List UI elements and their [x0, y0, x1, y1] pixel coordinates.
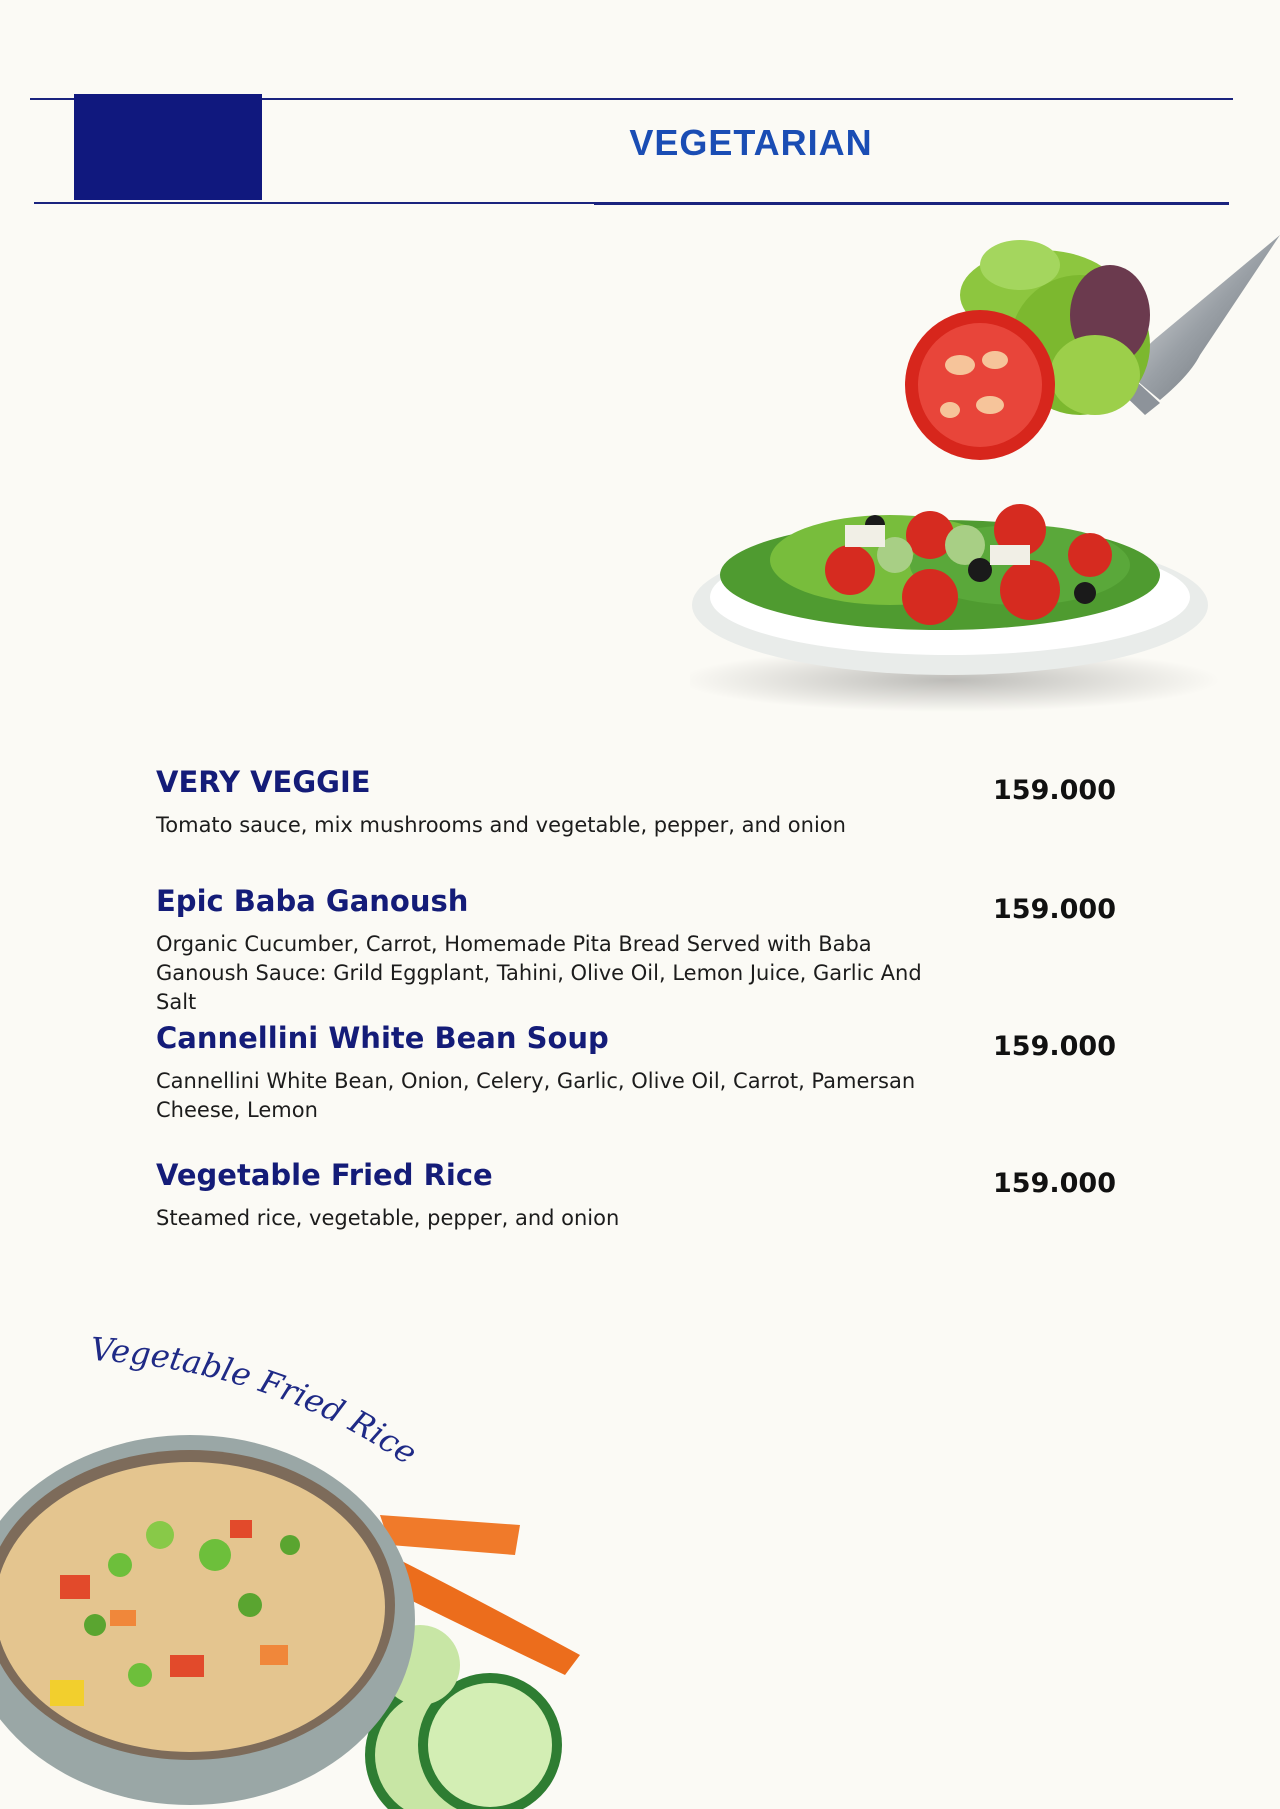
- menu-item: [156, 1021, 1116, 1125]
- item-price: 159.000: [993, 894, 1116, 925]
- item-price: 159.000: [993, 1031, 1116, 1062]
- fried-rice-bowl-image: [0, 1425, 600, 1809]
- curved-caption-text: Vegetable Fried Rice: [89, 1330, 425, 1473]
- item-description: Organic Cucumber, Carrot, Homemade Pita Bread Served with Baba Ganoush Sauce: Grild Eggplant, Tahini, Olive Oil, Lemon Juice, Garlic And Salt: [156, 932, 922, 1014]
- item-name: VERY VEGGIE: [156, 765, 371, 799]
- salad-bowl-image: [690, 225, 1280, 725]
- menu-item: [156, 1158, 1116, 1233]
- item-price: 159.000: [993, 775, 1116, 806]
- menu-item: [156, 765, 1116, 840]
- item-description: Steamed rice, vegetable, pepper, and onion: [156, 1206, 620, 1230]
- header-bottom-rule: [34, 202, 594, 204]
- header-color-block: [74, 94, 262, 200]
- header-bottom-rule-right: [594, 202, 1229, 205]
- item-description: Tomato sauce, mix mushrooms and vegetable, pepper, and onion: [156, 813, 846, 837]
- item-name: Vegetable Fried Rice: [156, 1158, 493, 1192]
- page-title: VEGETARIAN: [629, 122, 873, 163]
- menu-item: [156, 884, 1116, 1017]
- item-name: Epic Baba Ganoush: [156, 884, 469, 918]
- item-description: Cannellini White Bean, Onion, Celery, Garlic, Olive Oil, Carrot, Pamersan Cheese, Lemon: [156, 1069, 916, 1122]
- item-name: Cannellini White Bean Soup: [156, 1021, 609, 1055]
- item-price: 159.000: [993, 1168, 1116, 1199]
